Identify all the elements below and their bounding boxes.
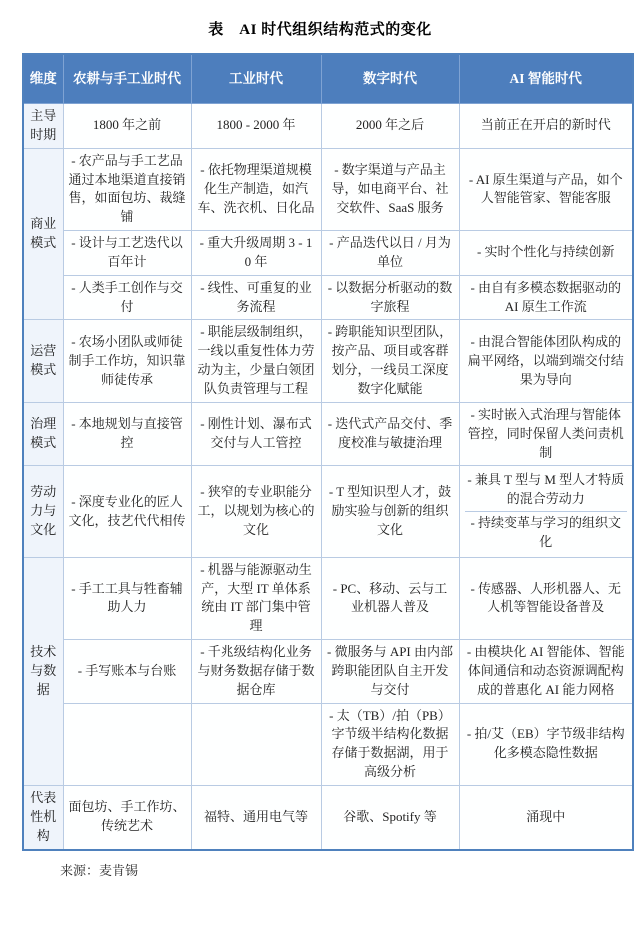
table-cell: 1800 - 2000 年 <box>191 104 321 149</box>
table-row <box>23 231 633 276</box>
table-cell: - 深度专业化的匠人文化，技艺代代相传 <box>63 466 191 557</box>
table-cell: - 拍/艾（EB）字节级非结构化多模态隐性数据 <box>459 703 633 785</box>
table-cell: 当前正在开启的新时代 <box>459 104 633 149</box>
dimension-label: 商业模式 <box>23 148 63 320</box>
table-row <box>23 786 633 850</box>
table-row <box>23 402 633 466</box>
table-cell: - 设计与工艺迭代以百年计 <box>63 231 191 276</box>
header-row <box>23 54 633 104</box>
table-cell <box>459 466 633 557</box>
table-cell: - 千兆级结构化业务与财务数据存储于数据仓库 <box>191 640 321 704</box>
table-cell: - 由混合智能体团队构成的扁平网络，以端到端交付结果为导向 <box>459 320 633 402</box>
table-row <box>23 320 633 402</box>
table-cell: 谷歌、Spotify 等 <box>321 786 459 850</box>
table-cell: - 依托物理渠道规模化生产制造，如汽车、洗衣机、日化品 <box>191 148 321 230</box>
column-header-digital-era: 数字时代 <box>321 54 459 104</box>
column-header-ai-era: AI 智能时代 <box>459 54 633 104</box>
dimension-label: 治理模式 <box>23 402 63 466</box>
table-row <box>23 148 633 230</box>
table-cell: - 数字渠道与产品主导，如电商平台、社交软件、SaaS 服务 <box>321 148 459 230</box>
table-cell: - 产品迭代以日 / 月为单位 <box>321 231 459 276</box>
table-cell: - 跨职能知识型团队，按产品、项目或客群划分，一线员工深度数字化赋能 <box>321 320 459 402</box>
table-row <box>23 466 633 557</box>
table-cell: - 由自有多模态数据驱动的 AI 原生工作流 <box>459 275 633 320</box>
table-row <box>23 640 633 704</box>
table-row <box>23 557 633 639</box>
table-cell: 面包坊、手工作坊、传统艺术 <box>63 786 191 850</box>
table-cell: - 迭代式产品交付、季度校准与敏捷治理 <box>321 402 459 466</box>
table-cell: - 机器与能源驱动生产，大型 IT 单体系统由 IT 部门集中管理 <box>191 557 321 639</box>
table-cell: - 农场小团队或师徒制手工作坊，知识靠师徒传承 <box>63 320 191 402</box>
page-title: 表 AI 时代组织结构范式的变化 <box>208 22 432 38</box>
table-cell: - 本地规划与直接管控 <box>63 402 191 466</box>
table-cell: - 由模块化 AI 智能体、智能体间通信和动态资源调配构成的普惠化 AI 能力网格 <box>459 640 633 704</box>
paradigm-table <box>22 53 634 851</box>
dimension-label: 主导时期 <box>23 104 63 149</box>
table-cell: 2000 年之后 <box>321 104 459 149</box>
dimension-label: 代表性机构 <box>23 786 63 850</box>
column-header-dimension: 维度 <box>23 54 63 104</box>
table-cell: - 重大升级周期 3 - 10 年 <box>191 231 321 276</box>
table-row <box>23 703 633 785</box>
dimension-label: 劳动力与文化 <box>23 466 63 557</box>
dimension-label: 技术与数据 <box>23 557 63 785</box>
table-cell: - 传感器、人形机器人、无人机等智能设备普及 <box>459 557 633 639</box>
dimension-label: 运营模式 <box>23 320 63 402</box>
table-cell: - 刚性计划、瀑布式交付与人工管控 <box>191 402 321 466</box>
table-cell: - 职能层级制组织，一线以重复性体力劳动为主，少量白领团队负责管理与工程 <box>191 320 321 402</box>
table-body <box>23 104 633 850</box>
table-row <box>23 104 633 149</box>
table-cell <box>191 703 321 785</box>
table-cell: - 太（TB）/拍（PB）字节级半结构化数据存储于数据湖，用于高级分析 <box>321 703 459 785</box>
table-cell: - T 型知识型人才，鼓励实验与创新的组织文化 <box>321 466 459 557</box>
source-note: 来源：麦肯锡 <box>60 862 139 878</box>
table-cell: - 人类手工创作与交付 <box>63 275 191 320</box>
table-cell-item: - 兼具 T 型与 M 型人才特质的混合劳动力 <box>467 472 625 507</box>
table-cell: - 手工工具与牲畜辅助人力 <box>63 557 191 639</box>
table-cell: - 实时嵌入式治理与智能体管控，同时保留人类问责机制 <box>459 402 633 466</box>
column-header-agrarian-era: 农耕与手工业时代 <box>63 54 191 104</box>
table-cell: - 微服务与 API 由内部跨职能团队自主开发与交付 <box>321 640 459 704</box>
table-row <box>23 275 633 320</box>
table-cell: - 手写账本与台账 <box>63 640 191 704</box>
table-cell: - 狭窄的专业职能分工，以规划为核心的文化 <box>191 466 321 557</box>
column-header-industrial-era: 工业时代 <box>191 54 321 104</box>
table-cell: - 线性、可重复的业务流程 <box>191 275 321 320</box>
table-cell <box>63 703 191 785</box>
table-cell: - PC、移动、云与工业机器人普及 <box>321 557 459 639</box>
table-cell: - 实时个性化与持续创新 <box>459 231 633 276</box>
table-cell: - AI 原生渠道与产品，如个人智能管家、智能客服 <box>459 148 633 230</box>
table-cell: 福特、通用电气等 <box>191 786 321 850</box>
table-cell: 涌现中 <box>459 786 633 850</box>
table-cell: 1800 年之前 <box>63 104 191 149</box>
table-cell: - 农产品与手工艺品通过本地渠道直接销售，如面包坊、裁缝铺 <box>63 148 191 230</box>
table-cell: - 以数据分析驱动的数字旅程 <box>321 275 459 320</box>
table-cell-item: - 持续变革与学习的组织文化 <box>465 511 628 554</box>
